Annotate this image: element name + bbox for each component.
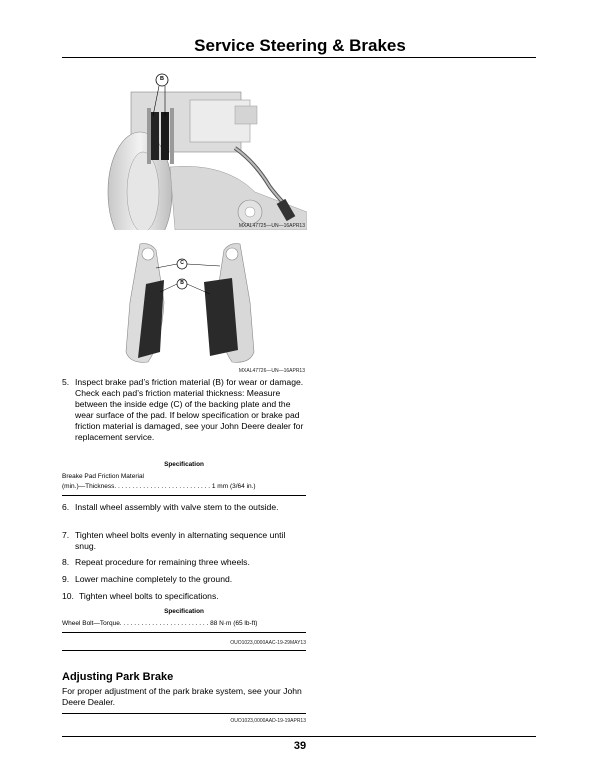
figure-brake-pads [120,242,260,366]
spec-divider [62,632,306,633]
list-item [62,557,306,568]
list-item [62,377,306,443]
section-body: For proper adjustment of the park brake system, see your John Deere Dealer. [62,686,302,707]
callout-c-label: C [180,260,184,266]
spec-heading: Specification [164,608,204,615]
reference-code: OUO1023,0000AAC-19-29MAY13 [230,640,306,646]
step-number: 9. [62,574,70,584]
callout-b-label: B [180,280,184,286]
figure-caption: MXAL47725—UN—16APR13 [238,223,305,229]
spec-heading: Specification [164,461,204,468]
step-number: 10. [62,591,74,601]
figure-caption: MXAL47726—UN—16APR13 [238,368,305,374]
spec-label: Breake Pad Friction Material [62,473,145,480]
step-number: 8. [62,557,70,567]
step-text: Repeat procedure for remaining three wheels. [75,557,250,567]
section-divider [62,650,306,651]
spec-value: Wheel Bolt—Torque. . . . . . . . . . . . . . . . . . . . . . . . . 88 N·m (65 lb-ft) [62,620,258,627]
figure-brake-caliper [95,72,307,230]
page-number: 39 [293,740,307,752]
footer-divider [62,736,536,737]
step-text: Lower machine completely to the ground. [75,574,233,584]
step-text: Tighten wheel bolts evenly in alternating sequence until snug. [75,530,286,551]
list-item [62,530,306,552]
step-number: 5. [62,377,70,387]
step-number: 6. [62,502,70,512]
step-text: Install wheel assembly with valve stem to the outside. [75,502,279,512]
section-heading: Adjusting Park Brake [62,671,174,683]
spec-value: (min.)—Thickness. . . . . . . . . . . . . . . . . . . . . . . . . . . 1 mm (3/64 in.) [62,483,256,490]
step-number: 7. [62,530,70,540]
list-item [62,574,306,585]
list-item [62,502,306,513]
spec-divider [62,495,306,496]
step-text: Inspect brake pad’s friction material (B) for wear or damage. Check each pad’s friction material thickness: Measure between the inside edge (C) of the backing plate and the wear surface of the pad. If below specification or brake pad friction material is damaged, see your John Deere dealer for replacement service. [75,377,304,442]
list-item [62,591,306,602]
reference-code: OUO1023,0000AAD-19-19APR13 [230,718,306,724]
section-divider [62,713,306,714]
header-divider [62,57,536,58]
step-text: Tighten wheel bolts to specifications. [79,591,219,601]
page-title: Service Steering & Brakes [194,36,406,55]
callout-b-label: B [160,76,164,82]
